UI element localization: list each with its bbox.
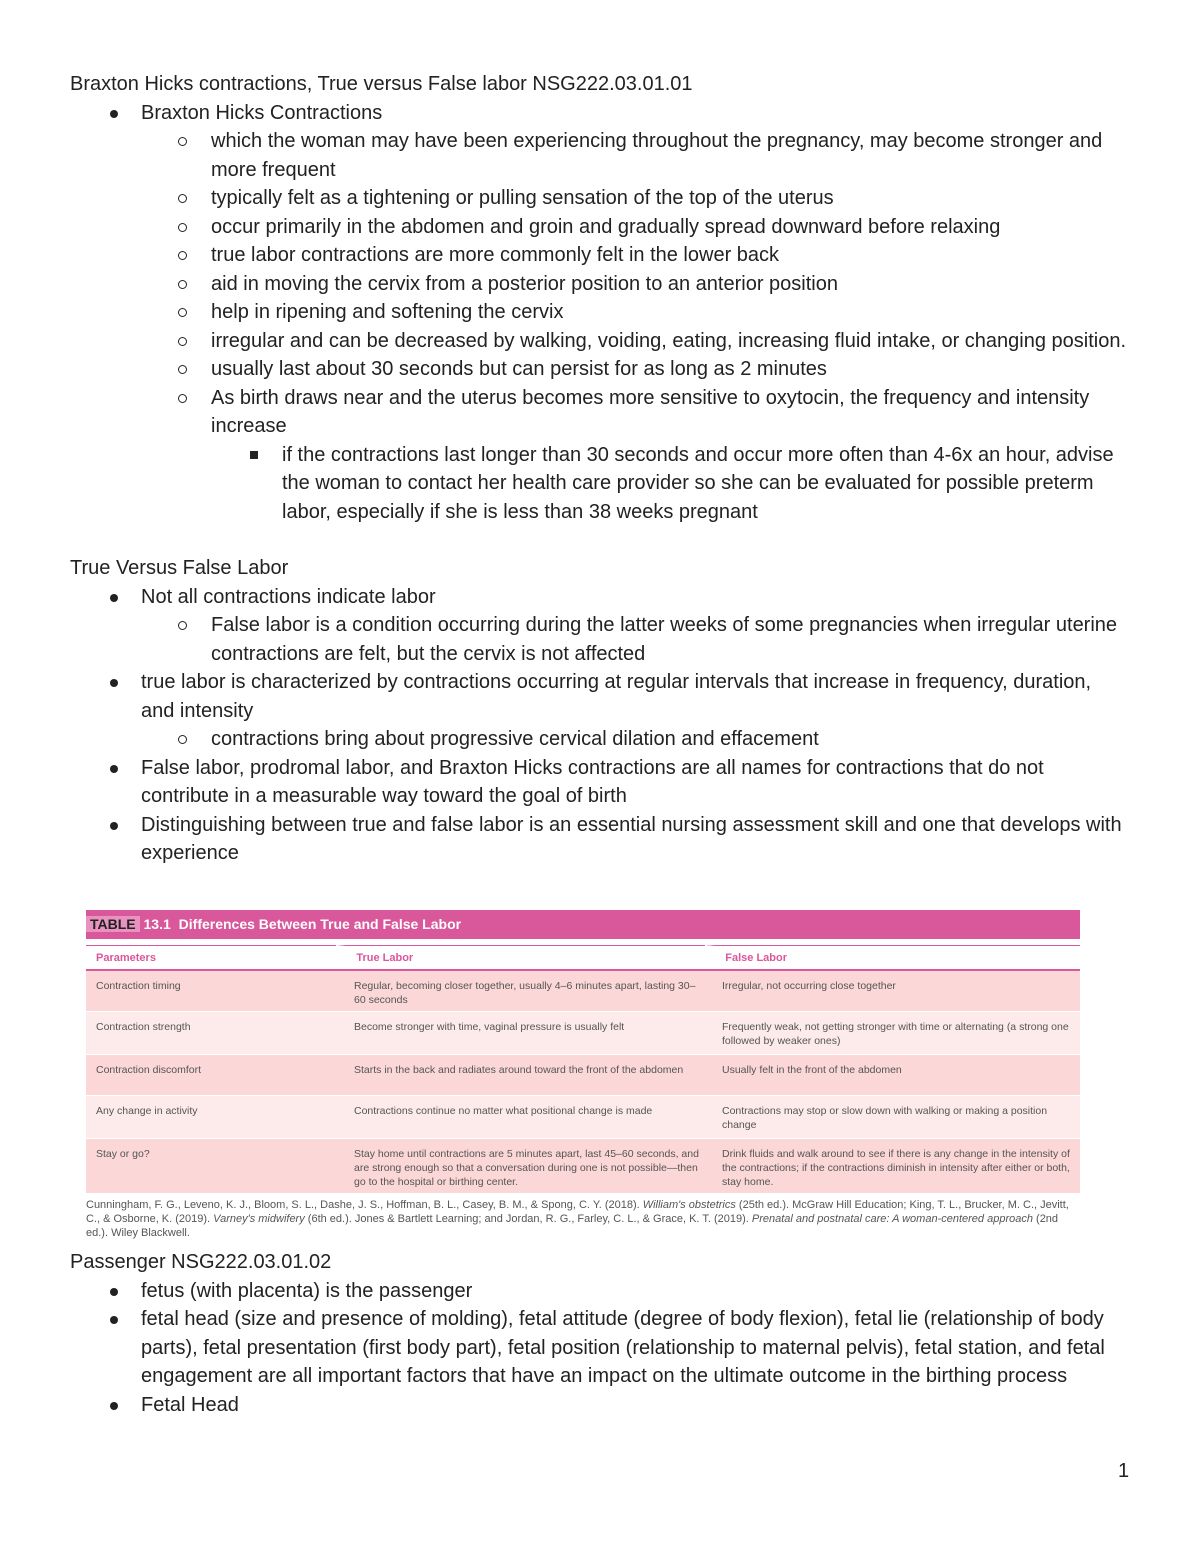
table-title-bar bbox=[86, 910, 1080, 939]
bullet-list bbox=[70, 1277, 1130, 1420]
table-number: 13.1 bbox=[143, 916, 171, 932]
page-number: 1 bbox=[1118, 1460, 1130, 1482]
table-row bbox=[86, 1096, 1080, 1139]
table-row bbox=[86, 971, 1080, 1012]
table-row bbox=[86, 1139, 1080, 1194]
list-item: aid in moving the cervix from a posterior position to an anterior position bbox=[70, 270, 1130, 299]
bullet-circle-icon bbox=[178, 280, 187, 289]
bullet-circle-icon bbox=[178, 223, 187, 232]
table-row bbox=[86, 1012, 1080, 1055]
list-item: Fetal Head bbox=[70, 1391, 1130, 1420]
bullet-circle-icon bbox=[178, 735, 187, 744]
list-item: fetal head (size and presence of molding), fetal attitude (degree of body flexion), fetal lie (relationship of body parts), fetal presentation (first body part), fetal position (relationship to maternal pelvis), fetal station, and fetal engagement are all important factors that have an impact on the ultimate outcome in the birthing process bbox=[70, 1305, 1130, 1391]
table-cell: Stay home until contractions are 5 minutes apart, last 45–60 seconds, and are strong enough so that a conversation during one is not possible—then go to the hospital or birthing center. bbox=[354, 1148, 699, 1188]
bullet-circle-icon bbox=[178, 308, 187, 317]
table-cell: Contraction timing bbox=[96, 980, 181, 992]
list-item: occur primarily in the abdomen and groin and gradually spread downward before relaxing bbox=[70, 213, 1130, 242]
bullet-list bbox=[70, 668, 1130, 725]
true-false-labor-table bbox=[86, 910, 1080, 1240]
table-cell: Irregular, not occurring close together bbox=[722, 980, 896, 992]
document-body bbox=[70, 70, 1130, 868]
table-cell: Drink fluids and walk around to see if there is any change in the intensity of the contractions; if the contractions diminish in intensity after either or both, stay home. bbox=[722, 1148, 1070, 1188]
list-item: fetus (with placenta) is the passenger bbox=[70, 1277, 1130, 1306]
list-item: help in ripening and softening the cervix bbox=[70, 298, 1130, 327]
bullet-dot-icon bbox=[110, 822, 118, 830]
list-item: true labor contractions are more commonly felt in the lower back bbox=[70, 241, 1130, 270]
bullet-dot-icon bbox=[110, 1316, 118, 1324]
bullet-list bbox=[70, 583, 1130, 612]
table-cell: Stay or go? bbox=[96, 1148, 150, 1160]
bullet-dot-icon bbox=[110, 679, 118, 687]
table-citation: Cunningham, F. G., Leveno, K. J., Bloom, S. L., Dashe, J. S., Hoffman, B. L., Casey, B. M., & Spong, C. Y. (2018). William's obstetrics (25th ed.). McGraw Hill Education; King, T. L., Brucker, M. C., Jevitt, C., & Osborne, K. (2019). Varney's midwifery (6th ed.). Jones & Bartlett Learning; and Jordan, R. G., Farley, C. L., & Grace, K. T. (2019). Prenatal and postnatal care: A woman-centered approach (2nd ed.). Wiley Blackwell. bbox=[86, 1199, 1069, 1239]
bullet-dot-icon bbox=[110, 765, 118, 773]
list-item: Braxton Hicks Contractions bbox=[70, 99, 1130, 128]
table-cell: Become stronger with time, vaginal pressure is usually felt bbox=[354, 1021, 625, 1033]
list-item: False labor, prodromal labor, and Braxton Hicks contractions are all names for contractions that do not contribute in a measurable way toward the goal of birth bbox=[70, 754, 1130, 811]
table-cell: Contraction discomfort bbox=[96, 1064, 202, 1076]
bullet-circle-icon bbox=[178, 365, 187, 374]
bullet-dot-icon bbox=[110, 1402, 118, 1410]
list-item: irregular and can be decreased by walking, voiding, eating, increasing fluid intake, or changing position. bbox=[70, 327, 1130, 356]
table-title: Differences Between True and False Labor bbox=[178, 916, 462, 932]
list-item: False labor is a condition occurring during the latter weeks of some pregnancies when irregular uterine contractions are felt, but the cervix is not affected bbox=[70, 611, 1130, 668]
table-tag: TABLE bbox=[86, 916, 140, 932]
section-heading-true-vs-false: True Versus False Labor bbox=[70, 557, 289, 579]
list-item: usually last about 30 seconds but can persist for as long as 2 minutes bbox=[70, 355, 1130, 384]
table-row bbox=[86, 1055, 1080, 1096]
section-heading-braxton-hicks: Braxton Hicks contractions, True versus False labor NSG222.03.01.01 bbox=[70, 73, 693, 95]
sub-bullet-list bbox=[70, 611, 1130, 668]
list-item: true labor is characterized by contractions occurring at regular intervals that increase in frequency, duration, and intensity bbox=[70, 668, 1130, 725]
list-item: contractions bring about progressive cervical dilation and effacement bbox=[70, 725, 1130, 754]
bullet-dot-icon bbox=[110, 1288, 118, 1296]
list-item: Distinguishing between true and false labor is an essential nursing assessment skill and one that develops with experience bbox=[70, 811, 1130, 868]
table-cell: Contractions may stop or slow down with walking or making a position change bbox=[722, 1105, 1048, 1131]
table-cell: Contractions continue no matter what positional change is made bbox=[354, 1105, 653, 1117]
table-header-cell: Parameters bbox=[86, 945, 336, 969]
table-cell: Regular, becoming closer together, usually 4–6 minutes apart, lasting 30–60 seconds bbox=[354, 980, 696, 1006]
document-body-lower bbox=[70, 1248, 1130, 1419]
table-cell: Contraction strength bbox=[96, 1021, 191, 1033]
sub-sub-bullet-list bbox=[70, 441, 1130, 527]
bullet-circle-icon bbox=[178, 137, 187, 146]
list-item: Not all contractions indicate labor bbox=[70, 583, 1130, 612]
table-header-row bbox=[86, 945, 1080, 971]
section-heading-passenger: Passenger NSG222.03.01.02 bbox=[70, 1251, 332, 1273]
bullet-list bbox=[70, 99, 1130, 128]
sub-bullet-list bbox=[70, 725, 1130, 754]
list-item: if the contractions last longer than 30 seconds and occur more often than 4-6x an hour, advise the woman to contact her health care provider so she can be evaluated for possible preterm labor, especially if she is less than 38 weeks pregnant bbox=[70, 441, 1130, 527]
bullet-circle-icon bbox=[178, 251, 187, 260]
bullet-dot-icon bbox=[110, 594, 118, 602]
table-header-cell: False Labor bbox=[705, 945, 1080, 969]
bullet-square-icon bbox=[250, 451, 258, 459]
table-header-cell: True Labor bbox=[336, 945, 705, 969]
table-cell: Starts in the back and radiates around toward the front of the abdomen bbox=[354, 1064, 684, 1076]
list-item: As birth draws near and the uterus becomes more sensitive to oxytocin, the frequency and intensity increase bbox=[70, 384, 1130, 441]
table-cell: Usually felt in the front of the abdomen bbox=[722, 1064, 902, 1076]
list-item: which the woman may have been experiencing throughout the pregnancy, may become stronger and more frequent bbox=[70, 127, 1130, 184]
sub-bullet-list bbox=[70, 127, 1130, 441]
list-item: typically felt as a tightening or pulling sensation of the top of the uterus bbox=[70, 184, 1130, 213]
table-cell: Any change in activity bbox=[96, 1105, 198, 1117]
bullet-list bbox=[70, 754, 1130, 868]
bullet-circle-icon bbox=[178, 194, 187, 203]
table-cell: Frequently weak, not getting stronger with time or alternating (a strong one followed by weaker ones) bbox=[722, 1021, 1069, 1047]
bullet-circle-icon bbox=[178, 621, 187, 630]
bullet-dot-icon bbox=[110, 110, 118, 118]
bullet-circle-icon bbox=[178, 394, 187, 403]
bullet-circle-icon bbox=[178, 337, 187, 346]
